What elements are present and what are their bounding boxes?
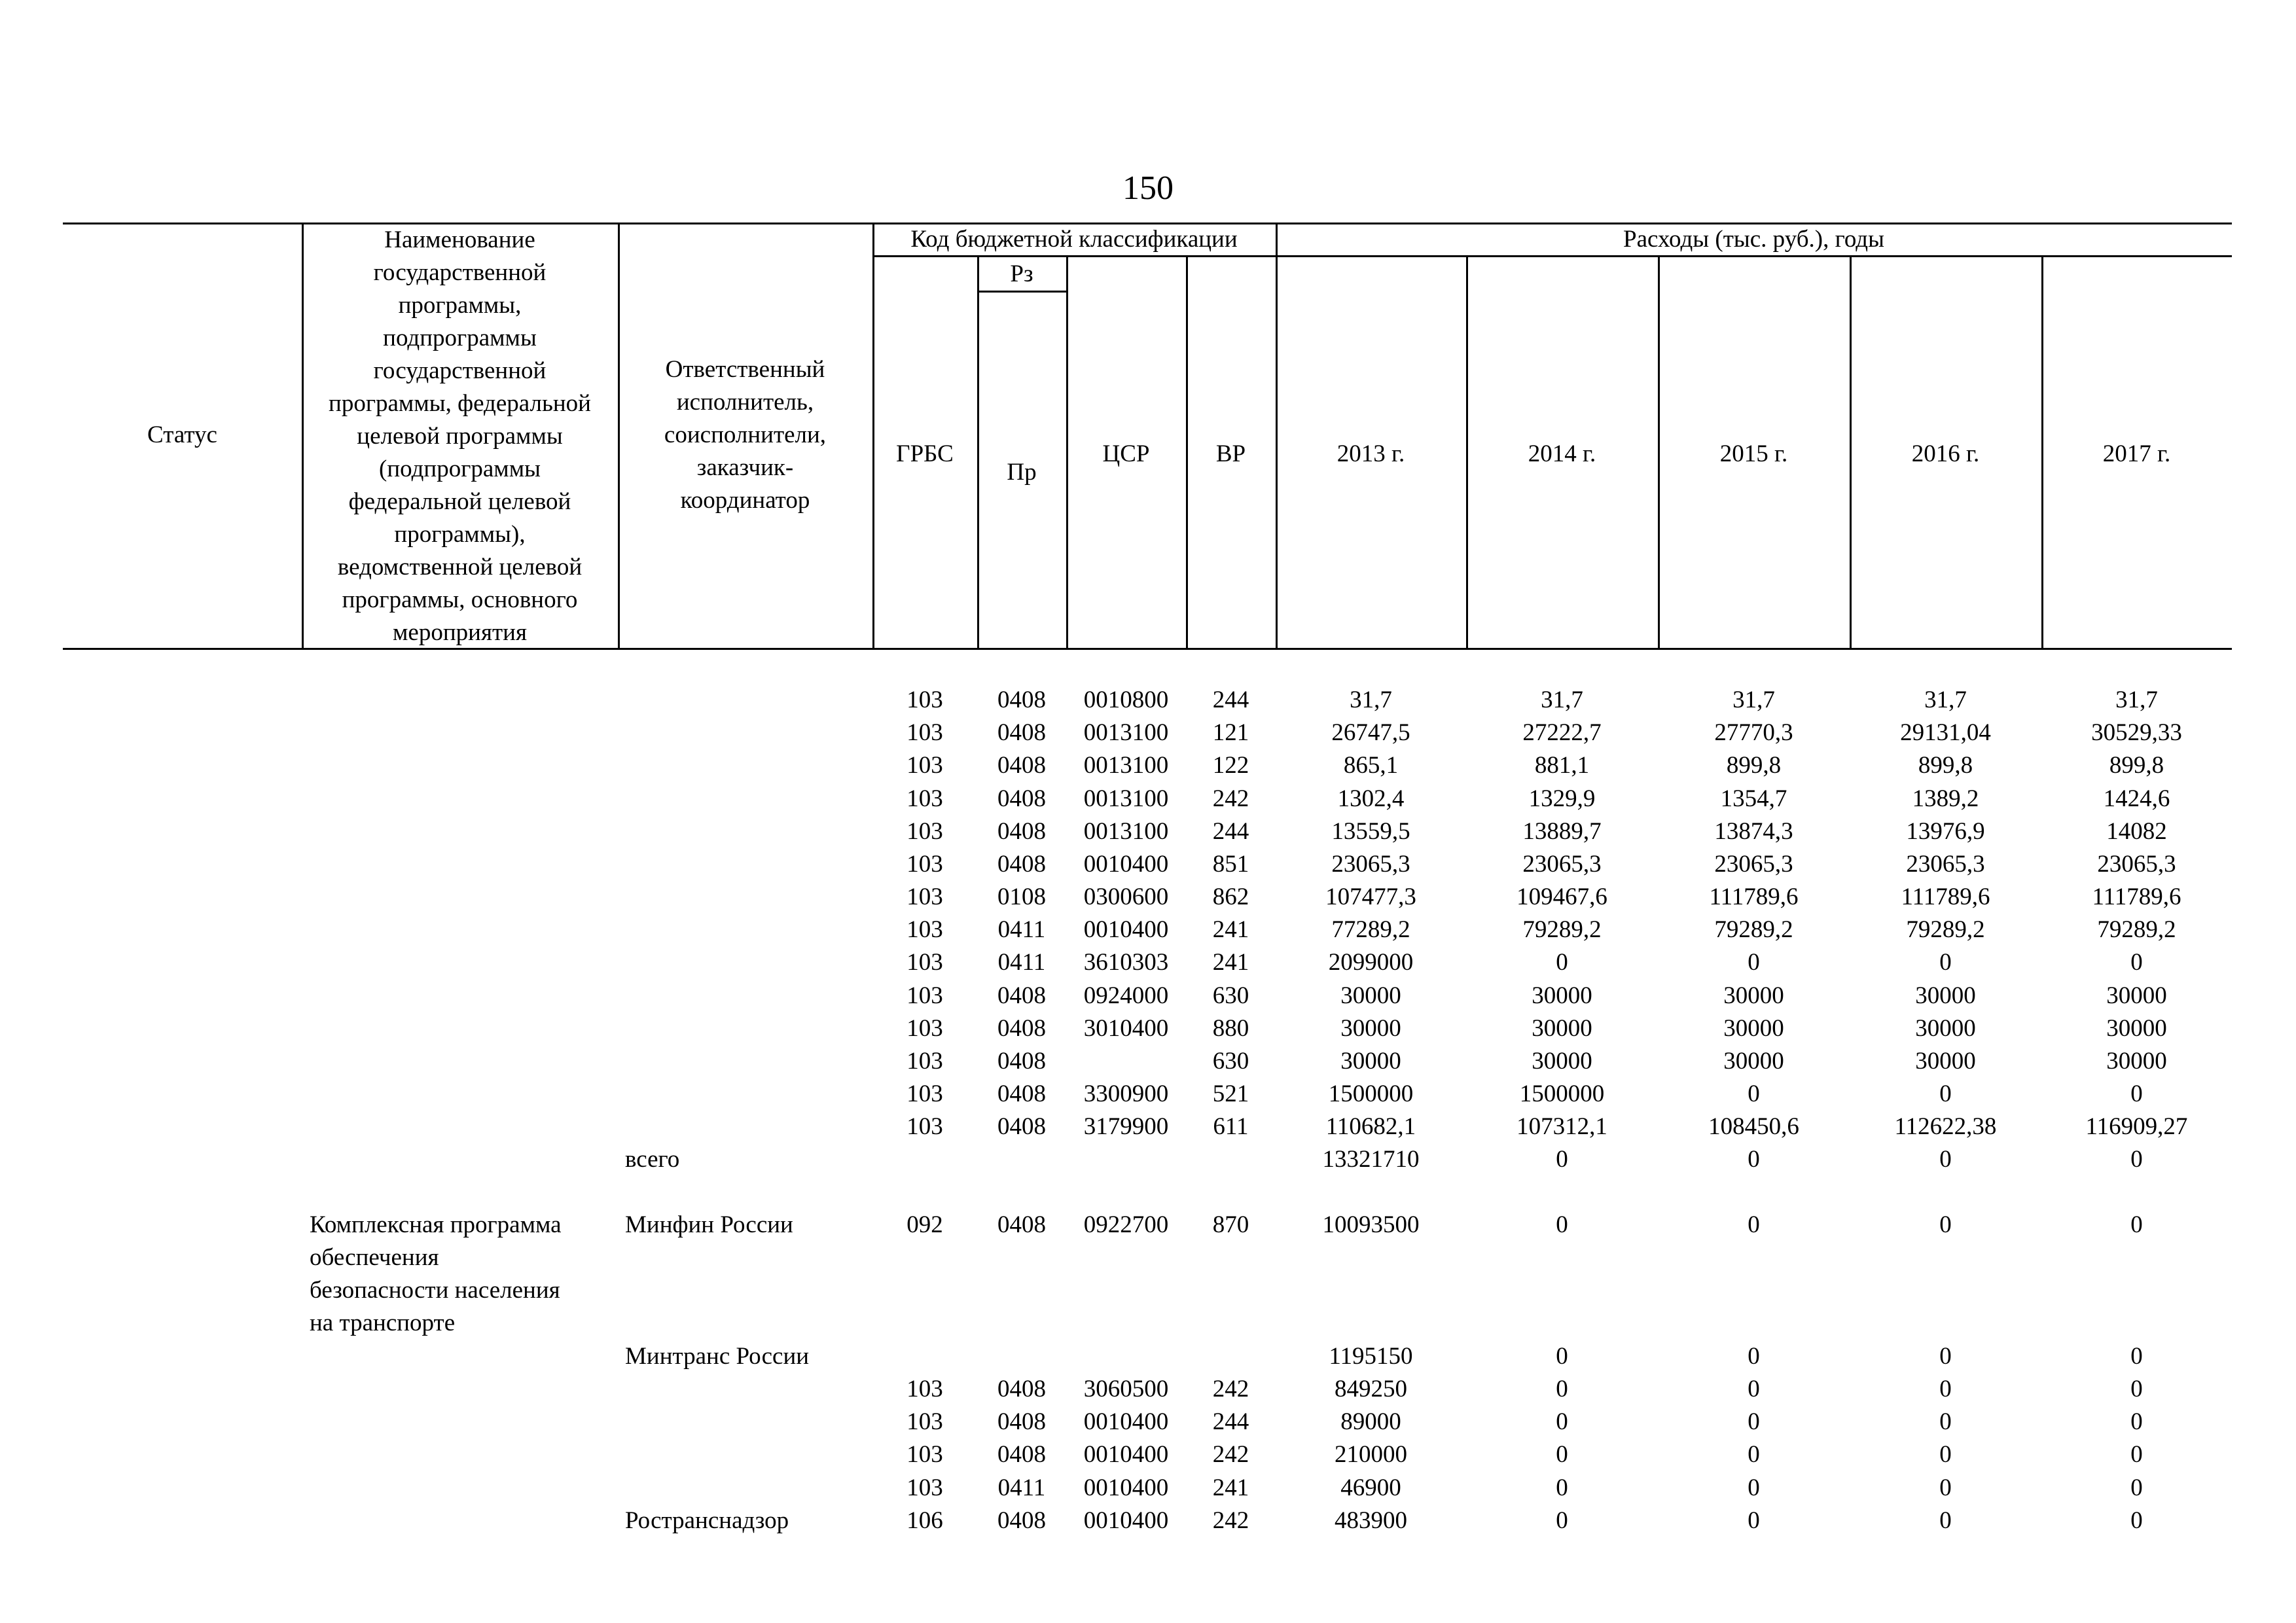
cell-csr: 0013100 — [1083, 785, 1169, 812]
cell-2014: 1500000 — [1519, 1080, 1605, 1107]
cell-2013: 26747,5 — [1331, 719, 1410, 746]
cell-2016: 30000 — [1915, 982, 1976, 1009]
cell-2017: 0 — [2130, 1376, 2143, 1402]
cell-2017: 0 — [2130, 1408, 2143, 1435]
cell-grbs: 103 — [906, 1408, 943, 1435]
cell-vr: 241 — [1212, 1474, 1249, 1501]
cell-grbs: 103 — [906, 1015, 943, 1042]
cell-executor: Минтранс России — [625, 1343, 810, 1370]
cell-2017: 899,8 — [2109, 752, 2164, 779]
header-divider-grbs — [977, 255, 979, 650]
cell-2016: 112622,38 — [1894, 1113, 1997, 1140]
cell-2016: 0 — [1939, 1376, 1952, 1402]
cell-vr: 880 — [1212, 1015, 1249, 1042]
cell-2017: 0 — [2130, 1441, 2143, 1468]
cell-2013: 46900 — [1340, 1474, 1401, 1501]
cell-rz-pr: 0411 — [997, 1474, 1046, 1501]
cell-vr: 242 — [1212, 1376, 1249, 1402]
cell-vr: 870 — [1212, 1211, 1249, 1238]
cell-vr: 121 — [1212, 719, 1249, 746]
cell-2014: 881,1 — [1534, 752, 1590, 779]
cell-2014: 0 — [1556, 949, 1568, 976]
cell-rz-pr: 0411 — [997, 916, 1046, 943]
header-executor: Ответственный исполнитель, соисполнители, заказчик- координатор — [664, 356, 827, 514]
cell-2016: 0 — [1939, 1507, 1952, 1534]
cell-rz-pr: 0408 — [997, 1211, 1046, 1238]
cell-2016: 0 — [1939, 949, 1952, 976]
header-year-2016: 2016 г. — [1911, 440, 1980, 467]
cell-grbs: 103 — [906, 687, 943, 713]
cell-2015: 30000 — [1723, 982, 1784, 1009]
cell-2013: 1195150 — [1329, 1343, 1413, 1370]
cell-2016: 0 — [1939, 1343, 1952, 1370]
cell-2015: 111789,6 — [1709, 883, 1799, 910]
cell-rz-pr: 0408 — [997, 982, 1046, 1009]
cell-2017: 0 — [2130, 1211, 2143, 1238]
cell-2014: 23065,3 — [1522, 851, 1602, 878]
cell-grbs: 103 — [906, 1048, 943, 1075]
cell-2017: 30000 — [2106, 1048, 2167, 1075]
cell-2015: 30000 — [1723, 1048, 1784, 1075]
cell-2015: 899,8 — [1726, 752, 1782, 779]
header-year-2014: 2014 г. — [1528, 440, 1596, 467]
cell-rz-pr: 0408 — [997, 1113, 1046, 1140]
cell-vr: 244 — [1212, 818, 1249, 845]
cell-grbs: 103 — [906, 785, 943, 812]
cell-2017: 116909,27 — [2085, 1113, 2188, 1140]
cell-vr: 862 — [1212, 883, 1249, 910]
cell-2017: 1424,6 — [2103, 785, 2170, 812]
cell-csr: 0010400 — [1083, 1441, 1169, 1468]
cell-csr: 0922700 — [1083, 1211, 1169, 1238]
cell-2013: 849250 — [1335, 1376, 1407, 1402]
cell-2015: 31,7 — [1732, 687, 1775, 713]
header-status: Статус — [147, 421, 217, 448]
cell-executor: Ространснадзор — [625, 1507, 789, 1534]
cell-2013: 210000 — [1335, 1441, 1407, 1468]
cell-grbs: 103 — [906, 719, 943, 746]
cell-grbs: 103 — [906, 883, 943, 910]
cell-rz-pr: 0408 — [997, 1048, 1046, 1075]
cell-2015: 0 — [1748, 1146, 1760, 1173]
cell-2013: 1500000 — [1328, 1080, 1414, 1107]
cell-2017: 0 — [2130, 1474, 2143, 1501]
cell-2013: 30000 — [1340, 1015, 1401, 1042]
cell-2016: 0 — [1939, 1408, 1952, 1435]
cell-2016: 0 — [1939, 1080, 1952, 1107]
cell-grbs: 103 — [906, 818, 943, 845]
cell-2017: 111789,6 — [2092, 883, 2181, 910]
cell-2017: 30000 — [2106, 982, 2167, 1009]
cell-rz-pr: 0408 — [997, 1080, 1046, 1107]
cell-2015: 0 — [1748, 1080, 1760, 1107]
cell-2016: 899,8 — [1918, 752, 1973, 779]
cell-2015: 0 — [1748, 1211, 1760, 1238]
cell-2015: 0 — [1748, 1376, 1760, 1402]
cell-2014: 0 — [1556, 1474, 1568, 1501]
cell-csr: 0010400 — [1083, 1474, 1169, 1501]
cell-2015: 0 — [1748, 1507, 1760, 1534]
cell-2015: 30000 — [1723, 1015, 1784, 1042]
cell-2016: 30000 — [1915, 1015, 1976, 1042]
cell-2017: 30529,33 — [2091, 719, 2182, 746]
cell-2015: 108450,6 — [1708, 1113, 1799, 1140]
cell-csr: 0010400 — [1083, 1507, 1169, 1534]
cell-2017: 23065,3 — [2097, 851, 2176, 878]
cell-2013: 30000 — [1340, 1048, 1401, 1075]
header-grbs: ГРБС — [896, 440, 954, 467]
cell-2013: 1302,4 — [1337, 785, 1405, 812]
cell-2016: 1389,2 — [1912, 785, 1979, 812]
cell-2014: 30000 — [1532, 1048, 1592, 1075]
cell-rz-pr: 0408 — [997, 818, 1046, 845]
cell-2013: 2099000 — [1328, 949, 1414, 976]
cell-rz-pr: 0408 — [997, 1376, 1046, 1402]
cell-2013: 23065,3 — [1331, 851, 1410, 878]
cell-2016: 0 — [1939, 1441, 1952, 1468]
cell-grbs: 103 — [906, 982, 943, 1009]
cell-2016: 0 — [1939, 1211, 1952, 1238]
cell-2015: 0 — [1748, 1343, 1760, 1370]
cell-2017: 31,7 — [2115, 687, 2158, 713]
cell-2013: 89000 — [1340, 1408, 1401, 1435]
cell-rz-pr: 0408 — [997, 1408, 1046, 1435]
header-year-2015: 2015 г. — [1719, 440, 1788, 467]
cell-2015: 1354,7 — [1720, 785, 1787, 812]
cell-2014: 1329,9 — [1528, 785, 1596, 812]
cell-csr: 0013100 — [1083, 752, 1169, 779]
cell-2013: 13321710 — [1322, 1146, 1420, 1173]
cell-executor: всего — [625, 1146, 680, 1173]
rz-pr-divider — [977, 291, 1066, 293]
cell-vr: 242 — [1212, 1507, 1249, 1534]
cell-2014: 109467,6 — [1516, 883, 1607, 910]
cell-rz-pr: 0408 — [997, 785, 1046, 812]
cell-2014: 30000 — [1532, 1015, 1592, 1042]
cell-rz-pr: 0408 — [997, 752, 1046, 779]
cell-2014: 27222,7 — [1522, 719, 1602, 746]
cell-2013: 865,1 — [1343, 752, 1399, 779]
cell-rz-pr: 0408 — [997, 687, 1046, 713]
header-vr: ВР — [1215, 440, 1246, 467]
header-divider-executor — [872, 223, 874, 650]
cell-2013: 77289,2 — [1331, 916, 1410, 943]
cell-csr: 0010400 — [1083, 1408, 1169, 1435]
cell-2017: 14082 — [2106, 818, 2167, 845]
page-number: 150 — [1122, 169, 1174, 207]
cell-2015: 13874,3 — [1714, 818, 1793, 845]
header-expenses-group: Расходы (тыс. руб.), годы — [1623, 226, 1884, 253]
header-year-2013: 2013 г. — [1336, 440, 1405, 467]
cell-csr: 3060500 — [1083, 1376, 1169, 1402]
cell-rz-pr: 0108 — [997, 883, 1046, 910]
cell-2016: 0 — [1939, 1474, 1952, 1501]
cell-2016: 13976,9 — [1906, 818, 1985, 845]
cell-csr: 3179900 — [1083, 1113, 1169, 1140]
cell-2014: 0 — [1556, 1408, 1568, 1435]
cell-vr: 611 — [1213, 1113, 1249, 1140]
cell-2016: 30000 — [1915, 1048, 1976, 1075]
cell-2016: 23065,3 — [1906, 851, 1985, 878]
cell-2017: 0 — [2130, 949, 2143, 976]
cell-2014: 13889,7 — [1522, 818, 1602, 845]
cell-vr: 242 — [1212, 1441, 1249, 1468]
cell-rz-pr: 0408 — [997, 1015, 1046, 1042]
cell-2017: 0 — [2130, 1146, 2143, 1173]
cell-vr: 122 — [1212, 752, 1249, 779]
cell-vr: 244 — [1212, 687, 1249, 713]
header-pr: Пр — [1007, 459, 1037, 486]
cell-vr: 521 — [1212, 1080, 1249, 1107]
cell-grbs: 103 — [906, 1080, 943, 1107]
cell-2016: 111789,6 — [1901, 883, 1990, 910]
cell-2015: 79289,2 — [1714, 916, 1793, 943]
cell-2015: 0 — [1748, 1474, 1760, 1501]
cell-2015: 0 — [1748, 1408, 1760, 1435]
header-year-2017: 2017 г. — [2102, 440, 2171, 467]
cell-rz-pr: 0408 — [997, 719, 1046, 746]
cell-2015: 23065,3 — [1714, 851, 1793, 878]
cell-2017: 30000 — [2106, 1015, 2167, 1042]
cell-grbs: 103 — [906, 1441, 943, 1468]
cell-vr: 242 — [1212, 785, 1249, 812]
cell-2014: 0 — [1556, 1146, 1568, 1173]
cell-2015: 0 — [1748, 1441, 1760, 1468]
cell-csr: 0010400 — [1083, 916, 1169, 943]
cell-2016: 79289,2 — [1906, 916, 1985, 943]
cell-rz-pr: 0408 — [997, 1507, 1046, 1534]
cell-2013: 30000 — [1340, 982, 1401, 1009]
cell-csr: 3010400 — [1083, 1015, 1169, 1042]
cell-2015: 0 — [1748, 949, 1760, 976]
cell-2017: 79289,2 — [2097, 916, 2176, 943]
cell-2014: 107312,1 — [1516, 1113, 1607, 1140]
cell-2017: 0 — [2130, 1507, 2143, 1534]
cell-executor: Минфин России — [625, 1211, 793, 1238]
cell-2017: 0 — [2130, 1343, 2143, 1370]
header-budget-code-group: Код бюджетной классификации — [910, 226, 1238, 253]
cell-2013: 107477,3 — [1325, 883, 1416, 910]
cell-csr: 3300900 — [1083, 1080, 1169, 1107]
header-csr: ЦСР — [1102, 440, 1150, 467]
cell-grbs: 106 — [906, 1507, 943, 1534]
cell-2014: 0 — [1556, 1376, 1568, 1402]
cell-2013: 13559,5 — [1331, 818, 1410, 845]
cell-grbs: 103 — [906, 916, 943, 943]
cell-2014: 31,7 — [1541, 687, 1583, 713]
cell-2016: 0 — [1939, 1146, 1952, 1173]
cell-2014: 0 — [1556, 1343, 1568, 1370]
cell-2013: 110682,1 — [1325, 1113, 1416, 1140]
cell-vr: 241 — [1212, 916, 1249, 943]
cell-2014: 79289,2 — [1522, 916, 1602, 943]
cell-vr: 851 — [1212, 851, 1249, 878]
cell-2014: 0 — [1556, 1211, 1568, 1238]
header-rz: Рз — [1010, 260, 1033, 287]
cell-grbs: 103 — [906, 752, 943, 779]
cell-2016: 29131,04 — [1900, 719, 1991, 746]
cell-2013: 483900 — [1335, 1507, 1407, 1534]
cell-2013: 31,7 — [1350, 687, 1392, 713]
cell-2017: 0 — [2130, 1080, 2143, 1107]
cell-vr: 241 — [1212, 949, 1249, 976]
cell-2016: 31,7 — [1924, 687, 1967, 713]
cell-csr: 0924000 — [1083, 982, 1169, 1009]
cell-csr: 0010400 — [1083, 851, 1169, 878]
cell-program-name: Комплексная программа обеспечения безопасности населения на транспорте — [310, 1211, 562, 1336]
header-divider-vr — [1276, 223, 1278, 650]
cell-csr: 0013100 — [1083, 818, 1169, 845]
cell-rz-pr: 0408 — [997, 1441, 1046, 1468]
cell-grbs: 103 — [906, 949, 943, 976]
cell-csr: 0013100 — [1083, 719, 1169, 746]
cell-vr: 630 — [1212, 1048, 1249, 1075]
cell-2014: 30000 — [1532, 982, 1592, 1009]
cell-grbs: 103 — [906, 1376, 943, 1402]
cell-rz-pr: 0411 — [997, 949, 1046, 976]
cell-csr: 0300600 — [1083, 883, 1169, 910]
cell-grbs: 103 — [906, 851, 943, 878]
cell-2014: 0 — [1556, 1441, 1568, 1468]
cell-rz-pr: 0408 — [997, 851, 1046, 878]
cell-grbs: 092 — [906, 1211, 943, 1238]
header-program-name: Наименование государственной программы, подпрограммы государственной программы, федеральной целевой программы (подпрограммы федеральной целевой программы), ведомственной целевой программы, основного мероприятия — [329, 226, 591, 646]
cell-vr: 630 — [1212, 982, 1249, 1009]
cell-2014: 0 — [1556, 1507, 1568, 1534]
cell-2013: 10093500 — [1322, 1211, 1420, 1238]
cell-2015: 27770,3 — [1714, 719, 1793, 746]
cell-csr: 0010800 — [1083, 687, 1169, 713]
cell-grbs: 103 — [906, 1474, 943, 1501]
cell-vr: 244 — [1212, 1408, 1249, 1435]
cell-grbs: 103 — [906, 1113, 943, 1140]
cell-csr: 3610303 — [1083, 949, 1169, 976]
